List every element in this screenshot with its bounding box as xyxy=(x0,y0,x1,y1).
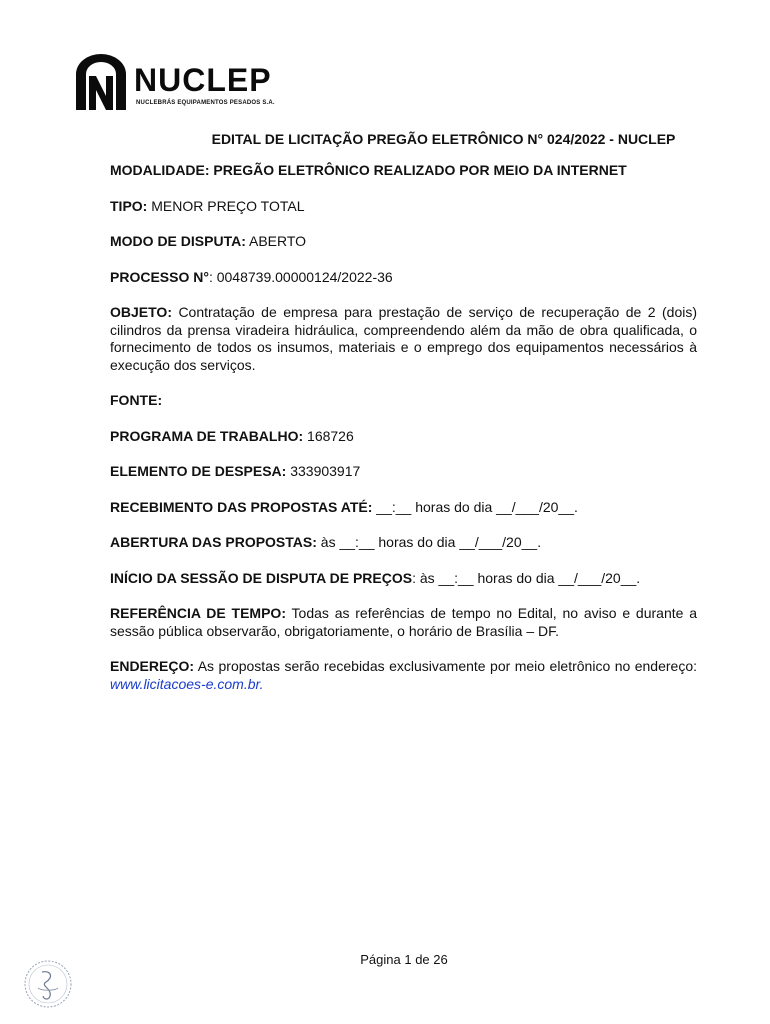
modo-label: MODO DE DISPUTA: xyxy=(110,233,246,249)
endereco-period: . xyxy=(259,675,264,692)
logo-subtitle: NUCLEBRÁS EQUIPAMENTOS PESADOS S.A. xyxy=(136,100,275,106)
programa-label: PROGRAMA DE TRABALHO: xyxy=(110,427,304,444)
recebimento-label: RECEBIMENTO DAS PROPOSTAS ATÉ: xyxy=(110,498,373,515)
inicio-line xyxy=(110,570,697,588)
abertura-line xyxy=(110,534,697,552)
document-title: EDITAL DE LICITAÇÃO PREGÃO ELETRÔNICO N° 024/2022 - NUCLEP xyxy=(211,131,676,147)
signature-stamp-icon xyxy=(22,958,74,1010)
objeto-label: OBJETO: xyxy=(110,304,172,320)
recebimento-line xyxy=(110,499,697,517)
processo-label: PROCESSO N° xyxy=(110,268,209,285)
abertura-label: ABERTURA DAS PROPOSTAS: xyxy=(110,534,317,550)
programa-value: 168726 xyxy=(303,427,354,444)
tipo-line xyxy=(110,198,697,216)
nuclep-emblem-icon xyxy=(72,52,130,112)
tipo-value: MENOR PREÇO TOTAL xyxy=(147,197,305,214)
endereco-paragraph xyxy=(110,658,697,693)
endereco-label: ENDEREÇO: xyxy=(110,658,195,674)
elemento-value: 333903917 xyxy=(286,463,361,479)
referencia-label: REFERÊNCIA DE TEMPO: xyxy=(110,605,286,621)
page-number: Página 1 de 26 xyxy=(360,952,448,967)
objeto-value: Contratação de empresa para prestação de serviço de recuperação de 2 (dois) cilindros da prensa viradeira hidráulica, compreendendo além da mão de obra qualificada, o fornecimento de todos os insumos, materiais e o emprego dos equipamentos necessários à execução dos serviços. xyxy=(110,304,697,373)
nuclep-logo xyxy=(72,50,312,114)
elemento-label: ELEMENTO DE DESPESA: xyxy=(110,463,287,479)
recebimento-value: __:__ horas do dia __/___/20__. xyxy=(372,498,578,515)
objeto-paragraph xyxy=(110,304,697,374)
logo-name: NUCLEP xyxy=(134,62,272,98)
modalidade-line: MODALIDADE: PREGÃO ELETRÔNICO REALIZADO POR MEIO DA INTERNET xyxy=(110,162,627,178)
modo-value: ABERTO xyxy=(245,233,307,249)
licitacoes-link[interactable]: www.licitacoes-e.com.br xyxy=(110,675,260,692)
programa-line xyxy=(110,428,697,446)
processo-value: : 0048739.00000124/2022-36 xyxy=(208,268,393,285)
inicio-label: INÍCIO DA SESSÃO DE DISPUTA DE PREÇOS xyxy=(110,569,413,586)
elemento-line xyxy=(110,463,697,481)
referencia-paragraph xyxy=(110,605,697,640)
modo-line xyxy=(110,233,697,251)
fonte-line: FONTE: xyxy=(110,392,163,408)
tipo-label: TIPO: xyxy=(110,197,148,214)
abertura-value: às __:__ horas do dia __/___/20__. xyxy=(316,534,542,550)
inicio-value: : às __:__ horas do dia __/___/20__. xyxy=(412,569,641,586)
document-body xyxy=(110,162,697,711)
endereco-value: As propostas serão recebidas exclusivamente por meio eletrônico no endereço: xyxy=(194,658,697,674)
referencia-value: Todas as referências de tempo no Edital, no aviso e durante a sessão pública observarão, obrigatoriamente, o horário de Brasília – DF. xyxy=(110,605,697,639)
processo-line xyxy=(110,269,697,287)
